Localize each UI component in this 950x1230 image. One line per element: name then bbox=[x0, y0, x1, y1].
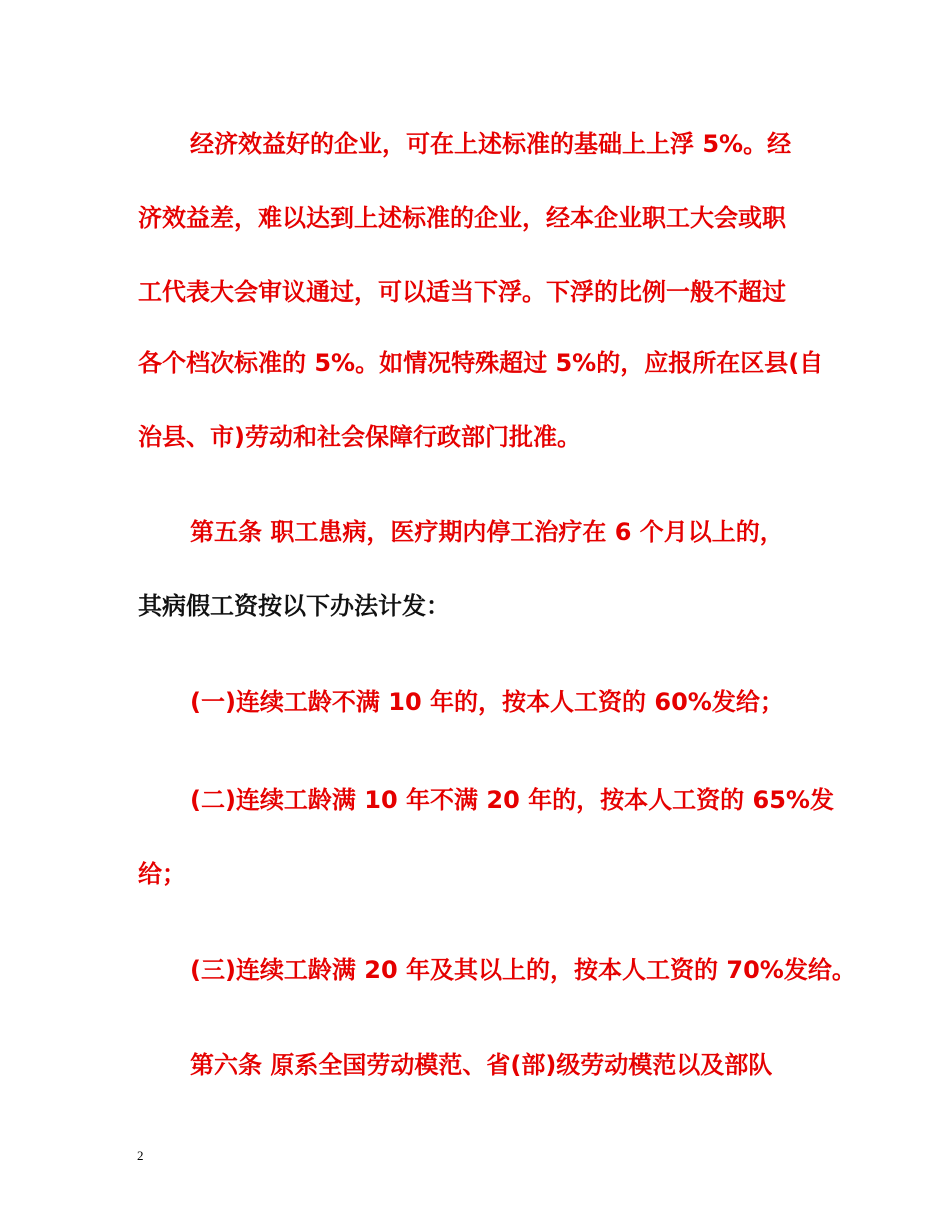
paragraph-line: 济效益差，难以达到上述标准的企业，经本企业职工大会或职 bbox=[138, 204, 786, 232]
paragraph-line: 各个档次标准的 5%。如情况特殊超过 5%的，应报所在区县(自 bbox=[138, 349, 824, 377]
list-item-2-continuation: 给； bbox=[138, 860, 186, 888]
list-item-2: (二)连续工龄满 10 年不满 20 年的，按本人工资的 65%发 bbox=[190, 786, 834, 814]
paragraph-line: 治县、市)劳动和社会保障行政部门批准。 bbox=[138, 423, 581, 451]
article-6-heading-line: 第六条 原系全国劳动模范、省(部)级劳动模范以及部队 bbox=[190, 1051, 773, 1079]
article-5-heading-line: 第五条 职工患病，医疗期内停工治疗在 6 个月以上的， bbox=[190, 518, 784, 546]
paragraph-line: 工代表大会审议通过，可以适当下浮。下浮的比例一般不超过 bbox=[138, 278, 786, 306]
list-item-1: (一)连续工龄不满 10 年的，按本人工资的 60%发给； bbox=[190, 688, 784, 716]
paragraph-line: 其病假工资按以下办法计发： bbox=[138, 592, 450, 620]
page-number: 2 bbox=[137, 1148, 144, 1163]
paragraph-line: 经济效益好的企业，可在上述标准的基础上上浮 5%。经 bbox=[190, 130, 792, 158]
list-item-3: (三)连续工龄满 20 年及其以上的，按本人工资的 70%发给。 bbox=[190, 956, 856, 984]
